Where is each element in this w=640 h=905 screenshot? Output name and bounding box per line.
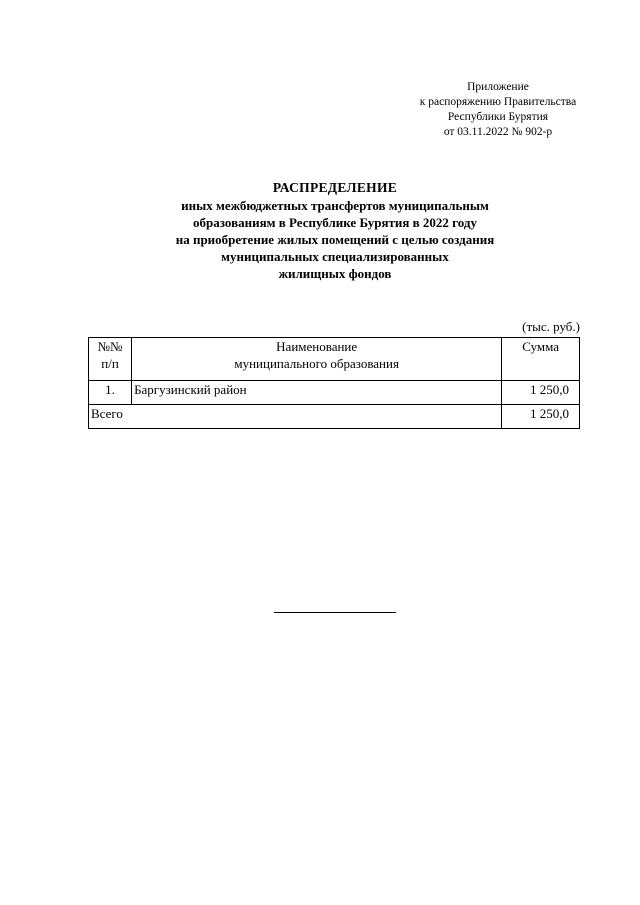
distribution-table — [88, 337, 580, 429]
appendix-note — [400, 80, 596, 140]
row-sum: 1 250,0 — [502, 381, 580, 405]
header-name-line1: Наименование — [276, 339, 358, 354]
title-line: жилищных фондов — [278, 266, 392, 281]
header-name-line2: муниципального образования — [234, 356, 399, 371]
header-sum: Сумма — [502, 338, 580, 381]
title-line: образованиям в Республике Бурятия в 2022 году — [193, 215, 477, 230]
title-line: на приобретение жилых помещений с целью создания — [175, 232, 495, 247]
appendix-line: Приложение — [467, 81, 529, 93]
title-line: муниципальных специализированных — [221, 249, 449, 264]
total-label: Всего — [89, 405, 502, 429]
header-num — [89, 338, 132, 381]
unit-label: (тыс. руб.) — [522, 319, 580, 334]
title-line: иных межбюджетных трансфертов муниципальным — [181, 198, 489, 213]
total-sum: 1 250,0 — [502, 405, 580, 429]
document-title — [90, 179, 580, 282]
table-header-row — [89, 338, 580, 381]
appendix-line: от 03.11.2022 № 902-р — [443, 126, 553, 138]
header-num-line2: п/п — [101, 356, 119, 371]
table-total-row — [89, 405, 580, 429]
title-main: РАСПРЕДЕЛЕНИЕ — [272, 180, 398, 195]
appendix-line: Республики Бурятия — [447, 111, 549, 123]
header-name — [132, 338, 502, 381]
appendix-line: к распоряжению Правительства — [419, 96, 577, 108]
header-num-line1: №№ — [97, 339, 123, 354]
row-num: 1. — [89, 381, 132, 405]
row-name: Баргузинский район — [132, 381, 502, 405]
table-row — [89, 381, 580, 405]
closing-divider — [274, 612, 396, 613]
